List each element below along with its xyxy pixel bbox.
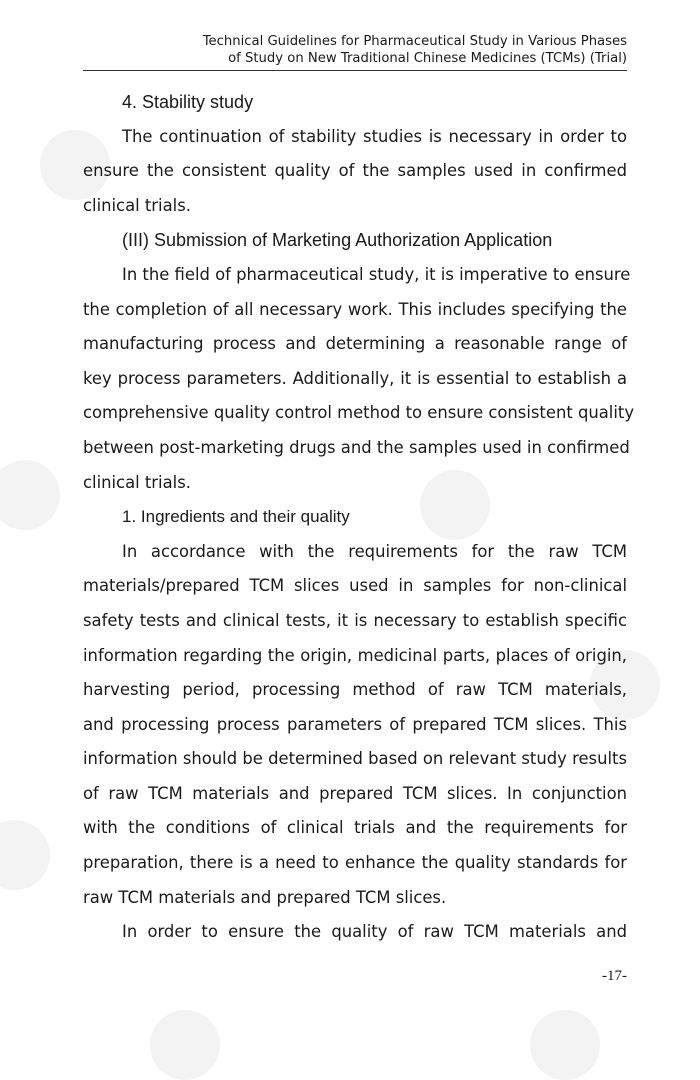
section-heading: 4. Stability study (122, 92, 254, 112)
paragraph (83, 535, 627, 916)
text-line: key process parameters. Additionally, it is essential to establish a (83, 368, 627, 388)
text-line: information regarding the origin, medicinal parts, places of origin, (83, 645, 627, 665)
text-line: of raw TCM materials and prepared TCM slices. In conjunction (83, 783, 627, 803)
text-line: preparation, there is a need to enhance the quality standards for (83, 853, 627, 873)
watermark-logo (0, 460, 60, 530)
text-line: clinical trials. (83, 472, 191, 492)
text-line: The continuation of stability studies is necessary in order to (122, 126, 627, 146)
watermark-logo (0, 820, 50, 890)
text-line: with the conditions of clinical trials and the requirements for (83, 818, 627, 838)
paragraph (83, 120, 627, 224)
header-line-2: of Study on New Traditional Chinese Medicines (TCMs) (Trial) (228, 51, 627, 66)
text-line: and processing process parameters of prepared TCM slices. This (83, 714, 627, 734)
section-heading: 1. Ingredients and their quality (122, 507, 350, 527)
text-line: In accordance with the requirements for the raw TCM (122, 541, 627, 561)
watermark-logo (150, 1010, 220, 1080)
text-line: safety tests and clinical tests, it is necessary to establish specific (83, 610, 627, 630)
text-line: comprehensive quality control method to ensure consistent quality (83, 403, 635, 423)
paragraph (83, 915, 627, 950)
text-line: ensure the consistent quality of the samples used in confirmed (83, 161, 627, 181)
text-line: between post-marketing drugs and the samples used in confirmed (83, 437, 630, 457)
running-header (83, 33, 627, 71)
section-heading: (III) Submission of Marketing Authorization Application (122, 230, 553, 251)
text-line: clinical trials. (83, 195, 191, 215)
text-line: harvesting period, processing method of raw TCM materials, (83, 680, 627, 700)
text-line: In order to ensure the quality of raw TCM materials and (122, 922, 627, 942)
text-line: manufacturing process and determining a reasonable range of (83, 334, 627, 354)
text-line: the completion of all necessary work. This includes specifying the (83, 299, 627, 319)
text-line: raw TCM materials and prepared TCM slices. (83, 887, 447, 907)
text-line: In the field of pharmaceutical study, it is imperative to ensure (122, 264, 631, 284)
text-line: information should be determined based on relevant study results (83, 749, 627, 769)
watermark-logo (530, 1010, 600, 1080)
paragraph (83, 258, 635, 500)
header-line-1: Technical Guidelines for Pharmaceutical Study in Various Phases (202, 34, 627, 49)
document-body (83, 85, 635, 950)
page-number: -17- (602, 968, 627, 984)
text-line: materials/prepared TCM slices used in samples for non-clinical (83, 576, 627, 596)
